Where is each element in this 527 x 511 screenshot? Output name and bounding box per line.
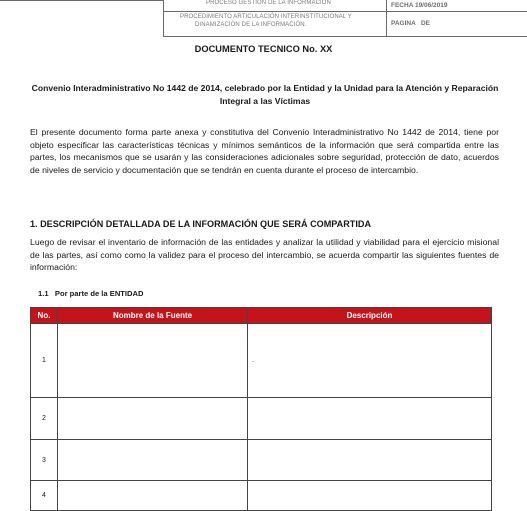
header-procedure-line2: DINAMIZACIÓN DE LA INFORMACIÓN. — [195, 22, 307, 28]
header-page: PAGINA DE — [391, 20, 431, 27]
row-number: 4 — [31, 481, 58, 511]
document-subtitle: Convenio Interadministrativo No 1442 de 2014, celebrado por la Entidad y la Unidad para la Atención y Reparación Integral a las Víctimas — [31, 83, 499, 106]
source-name-cell[interactable] — [58, 324, 248, 398]
row-number: 1 — [31, 324, 58, 398]
source-name-cell[interactable] — [58, 398, 248, 440]
table-row — [31, 481, 492, 511]
row-number: 3 — [31, 440, 58, 481]
table-row — [31, 324, 492, 398]
header-left-bar — [0, 0, 163, 1]
subsection-1-1-title: 1.1 Por parte de la ENTIDAD — [38, 289, 144, 298]
source-name-cell[interactable] — [58, 440, 248, 481]
intro-paragraph: El presente documento forma parte anexa y constitutiva del Convenio Interadministrativo No 1442 de 2014, tiene por objeto especificar las características técnicas y mínimos semánticos de la información que será compartida entre las partes, los mecanismos que se usarán y las consideraciones adicionales sobre seguridad, protección de dato, acuerdos de niveles de servicio y documentación que se tendrán en cuenta durante el proceso de intercambio. — [30, 127, 499, 175]
header-procedure-line1: PROCEDIMIENTO ARTICULACIÓN INTERINSTITUCIONAL Y — [180, 14, 352, 20]
header-date: FECHA 19/06/2019 — [391, 2, 448, 9]
table-row — [31, 398, 492, 440]
source-name-cell[interactable] — [58, 481, 248, 511]
description-cell[interactable] — [248, 481, 492, 511]
description-cell[interactable] — [248, 398, 492, 440]
description-cell[interactable]: . — [248, 324, 492, 398]
row-number: 2 — [31, 398, 58, 440]
sources-table — [30, 307, 492, 511]
header-divider-mid — [163, 11, 527, 12]
header-divider-left — [163, 0, 164, 36]
table-row — [31, 440, 492, 481]
table-header-row — [31, 308, 492, 324]
description-cell[interactable] — [248, 440, 492, 481]
header-bottom-line — [163, 36, 527, 37]
section-1-paragraph: Luego de revisar el inventario de información de las entidades y analizar la utilidad y viabilidad para el ejercicio misional de las partes, así como como la validez para el proceso del intercambio, se acuerda compartir las siguientes fuentes de información: — [30, 237, 499, 273]
column-header-description: Descripción — [248, 308, 492, 324]
section-1-title: 1. DESCRIPCIÓN DETALLADA DE LA INFORMACIÓN QUE SERÁ COMPARTIDA — [30, 219, 372, 229]
column-header-no: No. — [31, 308, 58, 324]
document-title: DOCUMENTO TECNICO No. XX — [194, 44, 333, 54]
header-process: PROCESO GESTIÓN DE LA INFORMACIÓN — [206, 0, 331, 6]
header-divider-right — [386, 0, 387, 36]
column-header-source-name: Nombre de la Fuente — [58, 308, 248, 324]
